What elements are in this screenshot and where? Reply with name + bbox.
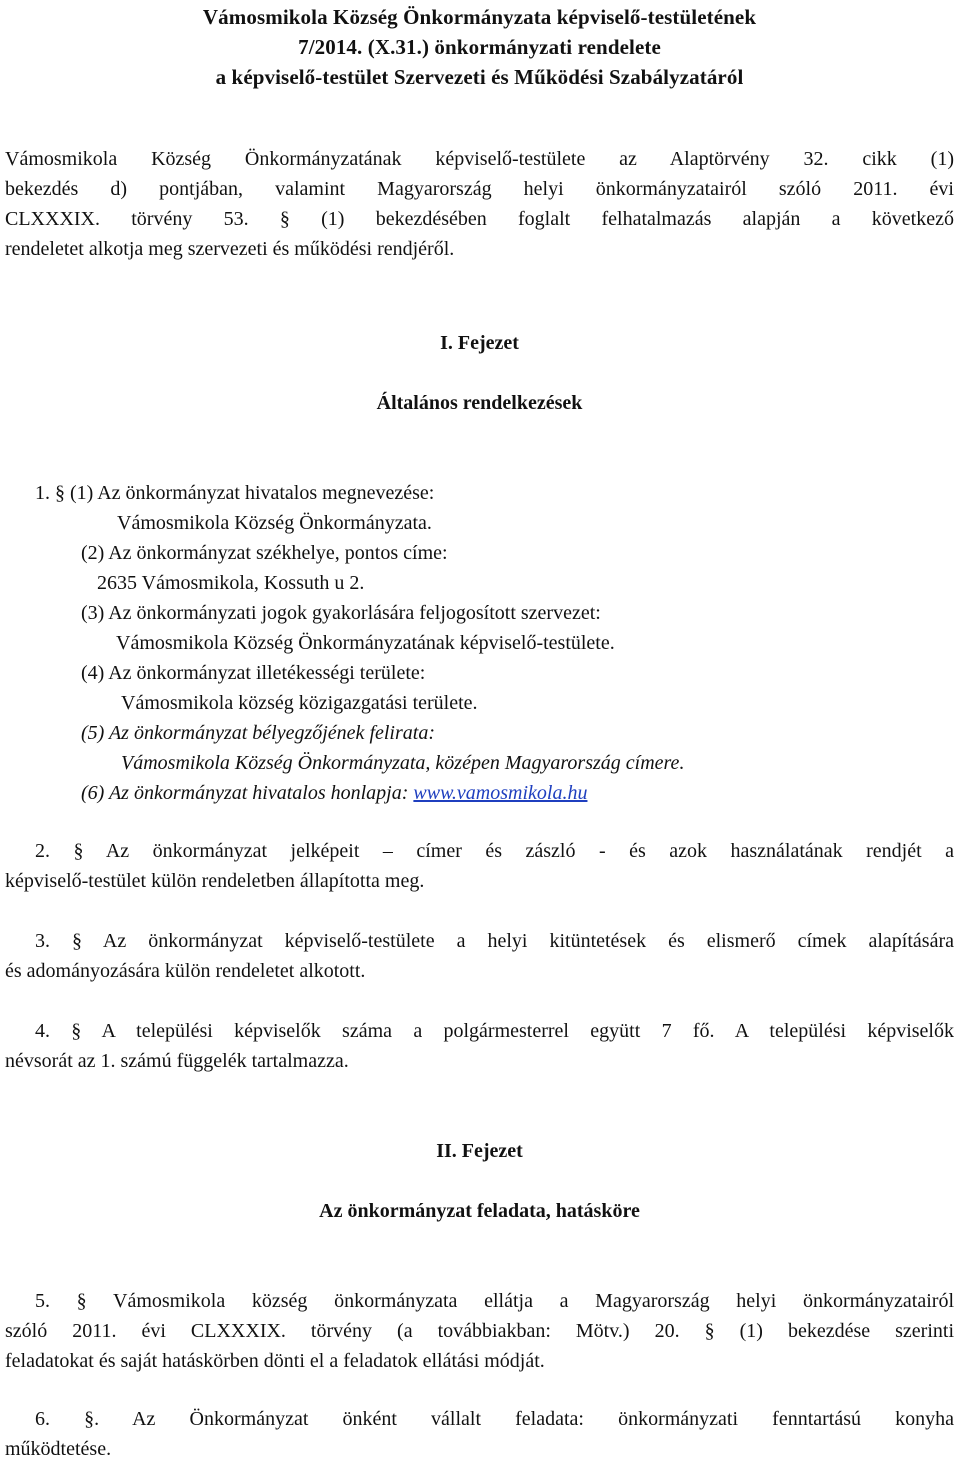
section-5-line-3: feladatokat és saját hatáskörben dönti el a feladatok ellátási módját.: [5, 1350, 545, 1372]
section-1-paragraph-4-label: (4) Az önkormányzat illetékességi területe:: [81, 662, 426, 684]
section-1-paragraph-4-value: Vámosmikola község közigazgatási területe.: [121, 692, 478, 714]
preamble-line-4: rendeletet alkotja meg szervezeti és működési rendjéről.: [5, 238, 455, 260]
section-6-line-1: 6. §. Az Önkormányzat önként vállalt feladata: önkormányzati fenntartású konyha: [35, 1408, 954, 1430]
section-2: [5, 836, 954, 896]
section-4: [5, 1016, 954, 1076]
title-line-3: a képviselő-testület Szervezeti és Működési Szabályzatáról: [215, 65, 744, 89]
section-1-paragraph-1-value: Vámosmikola Község Önkormányzata.: [117, 512, 432, 534]
section-1-paragraph-3-label: (3) Az önkormányzati jogok gyakorlására feljogosított szervezet:: [81, 602, 601, 624]
document-page: [0, 2, 960, 1460]
homepage-link[interactable]: www.vamosmikola.hu: [413, 782, 588, 804]
preamble: [5, 144, 954, 264]
section-6: [5, 1404, 954, 1464]
preamble-line-2: bekezdés d) pontjában, valamint Magyarország helyi önkormányzatairól szóló 2011. évi: [5, 178, 954, 200]
chapter-1-number: I. Fejezet: [440, 332, 519, 354]
title-line-2: 7/2014. (X.31.) önkormányzati rendelete: [298, 35, 661, 59]
chapter-2-number: II. Fejezet: [436, 1140, 523, 1162]
document-title: [5, 2, 954, 92]
section-1-paragraph-1-label: 1. § (1) Az önkormányzat hivatalos megnevezése:: [35, 482, 435, 504]
section-1-paragraph-5-value: Vámosmikola Község Önkormányzata, középen Magyarország címere.: [121, 752, 685, 774]
section-5: [5, 1286, 954, 1376]
section-1: [5, 478, 954, 808]
preamble-line-1: Vámosmikola Község Önkormányzatának képviselő-testülete az Alaptörvény 32. cikk (1): [5, 148, 954, 170]
section-1-paragraph-3-value: Vámosmikola Község Önkormányzatának képviselő-testülete.: [116, 632, 615, 654]
section-1-paragraph-2-label: (2) Az önkormányzat székhelye, pontos címe:: [81, 542, 448, 564]
section-5-line-2: szóló 2011. évi CLXXXIX. törvény (a továbbiakban: Mötv.) 20. § (1) bekezdése szerinti: [5, 1320, 954, 1342]
section-6-line-2: működtetése.: [5, 1438, 112, 1460]
section-1-paragraph-2-value: 2635 Vámosmikola, Kossuth u 2.: [97, 572, 365, 594]
chapter-1-title: Általános rendelkezések: [376, 392, 583, 414]
section-1-paragraph-6: [5, 778, 954, 808]
section-1-paragraph-6-label: (6) Az önkormányzat hivatalos honlapja:: [81, 782, 414, 804]
chapter-2-title: Az önkormányzat feladata, hatásköre: [319, 1200, 640, 1222]
section-3: [5, 926, 954, 986]
section-3-line-2: és adományozására külön rendeletet alkotott.: [5, 960, 366, 982]
section-2-line-1: 2. § Az önkormányzat jelképeit – címer és zászló - és azok használatának rendjét a: [35, 840, 954, 862]
title-line-1: Vámosmikola Község Önkormányzata képviselő-testületének: [202, 5, 757, 29]
section-1-paragraph-5-label: (5) Az önkormányzat bélyegzőjének felirata:: [81, 722, 435, 744]
section-4-line-2: névsorát az 1. számú függelék tartalmazza.: [5, 1050, 349, 1072]
section-4-line-1: 4. § A települési képviselők száma a polgármesterrel együtt 7 fő. A települési képviselők: [35, 1020, 954, 1042]
section-3-line-1: 3. § Az önkormányzat képviselő-testülete a helyi kitüntetések és elismerő címek alapítására: [35, 930, 954, 952]
section-2-line-2: képviselő-testület külön rendeletben állapította meg.: [5, 870, 425, 892]
preamble-line-3: CLXXXIX. törvény 53. § (1) bekezdésében foglalt felhatalmazás alapján a következő: [5, 208, 954, 230]
section-5-line-1: 5. § Vámosmikola község önkormányzata ellátja a Magyarország helyi önkormányzatairól: [35, 1290, 954, 1312]
